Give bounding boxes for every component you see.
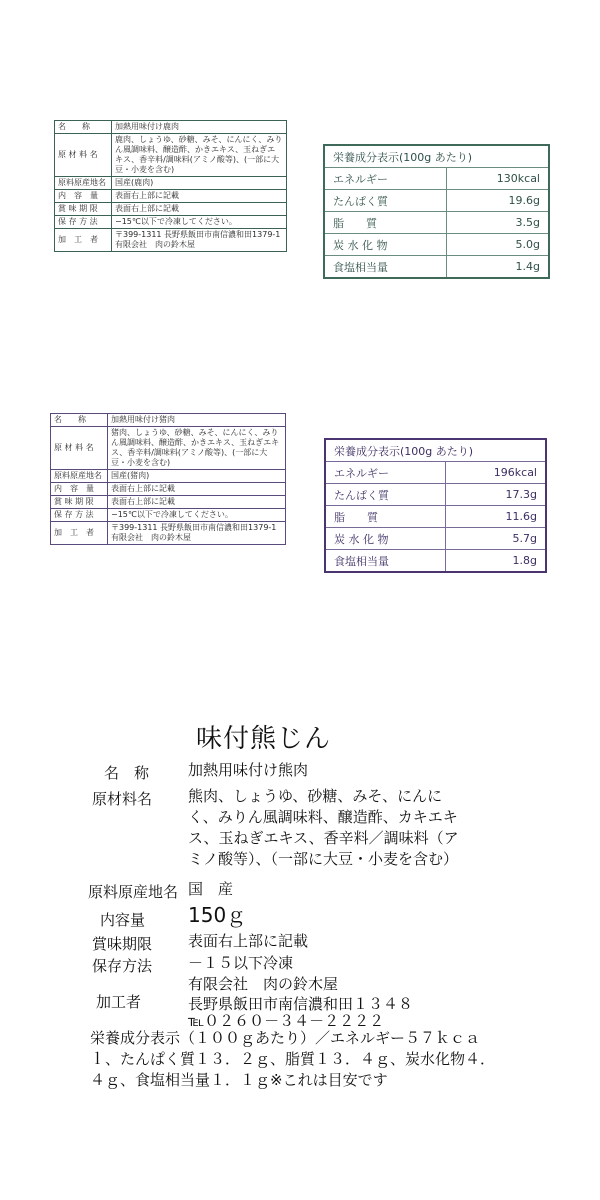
bear-qty-value: 150ｇ <box>188 903 247 927</box>
bear-maker-company: 有限会社 肉の鈴木屋 <box>188 975 339 993</box>
info-key: 原 材 料 名 <box>51 427 108 470</box>
venison-nutrition-table <box>323 144 550 279</box>
nutrition-value: 19.6g <box>446 190 549 212</box>
bear-maker-key: 加工者 <box>96 993 142 1011</box>
nutrition-key: 炭 水 化 物 <box>324 234 446 256</box>
info-key: 名 称 <box>51 414 108 427</box>
nutrition-header: 栄養成分表示(100g あたり) <box>325 439 546 462</box>
info-value: 〒399-1311 長野県飯田市南信濃和田1379-1 有限会社 肉の鈴木屋 <box>108 522 286 545</box>
info-value: −15℃以下で冷凍してください。 <box>112 216 287 229</box>
bear-qty-key: 内容量 <box>100 911 146 929</box>
info-key: 加 工 者 <box>55 229 112 252</box>
venison-info-table <box>54 120 287 252</box>
info-value: 表面右上部に記載 <box>112 190 287 203</box>
nutrition-key: エネルギー <box>324 168 446 190</box>
info-key: 賞 味 期 限 <box>51 496 108 509</box>
nutrition-key: 脂 質 <box>324 212 446 234</box>
bear-label-title: 味付熊じん <box>196 724 332 754</box>
info-value: 表面右上部に記載 <box>112 203 287 216</box>
nutrition-value: 196kcal <box>445 462 546 484</box>
info-value: 加熱用味付け鹿肉 <box>112 121 287 134</box>
bear-ingredients-value: 熊肉、しょうゆ、砂糖、みそ、にんにく、みりん風調味料、醸造酢、カキエキス、玉ねぎエキス、香辛料／調味料（アミノ酸等）、（一部に大豆・小麦を含む） <box>188 787 459 868</box>
nutrition-value: 5.7g <box>445 528 546 550</box>
bear-origin-value: 国 産 <box>188 880 234 898</box>
info-key: 加 工 者 <box>51 522 108 545</box>
nutrition-key: たんぱく質 <box>324 190 446 212</box>
bear-storage-key: 保存方法 <box>92 957 153 975</box>
bear-expiry-value: 表面右上部に記載 <box>188 932 309 950</box>
info-key: 名 称 <box>55 121 112 134</box>
nutrition-value: 5.0g <box>446 234 549 256</box>
bear-maker-tel: ℡０２６０－３４－２２２２ <box>188 1012 385 1030</box>
info-key: 賞 味 期 限 <box>55 203 112 216</box>
info-value: 鹿肉、しょうゆ、砂糖、みそ、にんにく、みりん風調味料、醸造酢、かきエキス、玉ねぎエキス、香辛料/調味料(アミノ酸等)、(一部に大豆・小麦を含む) <box>112 134 287 177</box>
nutrition-value: 3.5g <box>446 212 549 234</box>
pork-info-table <box>50 413 286 545</box>
info-key: 原料原産地名 <box>55 177 112 190</box>
nutrition-value: 17.3g <box>445 484 546 506</box>
info-key: 内 容 量 <box>51 483 108 496</box>
info-value: 加熱用味付け猪肉 <box>108 414 286 427</box>
info-key: 保 存 方 法 <box>51 509 108 522</box>
info-value: 国産(鹿肉) <box>112 177 287 190</box>
info-key: 原 材 料 名 <box>55 134 112 177</box>
nutrition-key: エネルギー <box>325 462 445 484</box>
bear-nutrition-text: 栄養成分表示（１００ｇあたり）／エネルギー５７ｋｃａｌ、たんぱく質１３．２ｇ、脂質１３．４ｇ、炭水化物４．４ｇ、食塩相当量１．１ｇ※これは目安です <box>90 1029 496 1089</box>
info-value: 猪肉、しょうゆ、砂糖、みそ、にんにく、みりん風調味料、醸造酢、かきエキス、玉ねぎエキス、香辛料/調味料(アミノ酸等)、(一部に大豆・小麦を含む) <box>108 427 286 470</box>
nutrition-value: 11.6g <box>445 506 546 528</box>
nutrition-key: 炭 水 化 物 <box>325 528 445 550</box>
nutrition-key: 脂 質 <box>325 506 445 528</box>
info-value: −15℃以下で冷凍してください。 <box>108 509 286 522</box>
nutrition-key: 食塩相当量 <box>324 256 446 279</box>
bear-maker-address: 長野県飯田市南信濃和田１３４８ <box>188 995 414 1013</box>
bear-expiry-key: 賞味期限 <box>92 935 153 953</box>
bear-storage-value: －１５以下冷凍 <box>188 954 294 972</box>
pork-nutrition-table <box>324 438 547 573</box>
info-key: 保 存 方 法 <box>55 216 112 229</box>
nutrition-value: 1.8g <box>445 550 546 573</box>
bear-name-key: 名 称 <box>104 764 150 782</box>
info-value: 表面右上部に記載 <box>108 483 286 496</box>
nutrition-header: 栄養成分表示(100g あたり) <box>324 145 549 168</box>
info-key: 内 容 量 <box>55 190 112 203</box>
bear-ingredients-key: 原材料名 <box>92 790 153 808</box>
bear-name-value: 加熱用味付け熊肉 <box>188 761 309 779</box>
nutrition-key: 食塩相当量 <box>325 550 445 573</box>
bear-origin-key: 原料原産地名 <box>88 883 179 901</box>
info-value: 表面右上部に記載 <box>108 496 286 509</box>
nutrition-value: 130kcal <box>446 168 549 190</box>
nutrition-value: 1.4g <box>446 256 549 279</box>
nutrition-key: たんぱく質 <box>325 484 445 506</box>
info-key: 原料原産地名 <box>51 470 108 483</box>
info-value: 〒399-1311 長野県飯田市南信濃和田1379-1 有限会社 肉の鈴木屋 <box>112 229 287 252</box>
info-value: 国産(猪肉) <box>108 470 286 483</box>
